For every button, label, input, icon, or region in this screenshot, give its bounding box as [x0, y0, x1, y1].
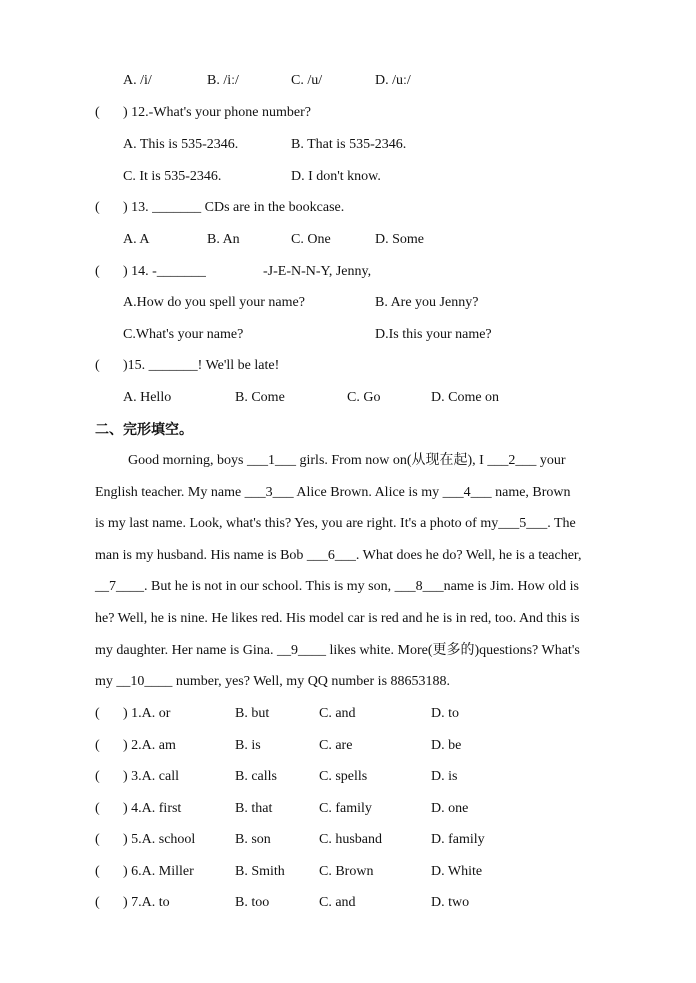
cloze-option-c: C. and [319, 895, 356, 910]
cloze-option-c: C. spells [319, 769, 368, 784]
q11-option-d: D. /uː/ [375, 73, 411, 88]
passage-line-8: my __10____ number, yes? Well, my QQ number is 88653188. [95, 674, 451, 689]
q13-stem: ) 13. _______ CDs are in the bookcase. [123, 200, 345, 215]
cloze-option-d: D. White [431, 864, 483, 879]
cloze-option-c: C. and [319, 706, 356, 721]
q11-option-c: C. /u/ [291, 73, 323, 88]
cloze-option-a: ) 6.A. Miller [123, 864, 194, 879]
cloze-option-b: B. that [235, 801, 273, 816]
cloze-option-b: B. calls [235, 769, 277, 784]
cloze-option-a: ) 3.A. call [123, 769, 179, 784]
cloze-option-d: D. family [431, 832, 485, 847]
cloze-option-b: B. too [235, 895, 270, 910]
q13-option-b: B. An [207, 232, 240, 247]
cloze-paren: ( [95, 864, 100, 879]
cloze-paren: ( [95, 895, 100, 910]
cloze-paren: ( [95, 832, 100, 847]
q14-spelling: -J-E-N-N-Y, Jenny, [263, 264, 372, 279]
q12-paren: ( [95, 105, 100, 120]
passage-line-6: he? Well, he is nine. He likes red. His model car is red and he is in red, too. And this is [95, 611, 580, 626]
cloze-option-d: D. be [431, 738, 462, 753]
passage-line-3: is my last name. Look, what's this? Yes, you are right. It's a photo of my___5___. The [95, 516, 576, 531]
q15-option-c: C. Go [347, 390, 381, 405]
q14-option-d: D.Is this your name? [375, 327, 492, 342]
cloze-option-d: D. one [431, 801, 469, 816]
cloze-option-a: ) 1.A. or [123, 706, 171, 721]
q12-stem: ) 12.-What's your phone number? [123, 105, 311, 120]
q12-option-d: D. I don't know. [291, 169, 381, 184]
cloze-option-a: ) 4.A. first [123, 801, 182, 816]
q15-option-d: D. Come on [431, 390, 500, 405]
passage-line-2: English teacher. My name ___3___ Alice Brown. Alice is my ___4___ name, Brown [95, 485, 571, 500]
q13-option-a: A. A [123, 232, 150, 247]
q12-option-b: B. That is 535-2346. [291, 137, 407, 152]
passage-line-4: man is my husband. His name is Bob ___6___. What does he do? Well, he is a teacher, [95, 548, 582, 563]
q15-option-b: B. Come [235, 390, 285, 405]
q14-stem: ) 14. -_______ [123, 264, 206, 279]
cloze-option-d: D. to [431, 706, 459, 721]
q12-option-c: C. It is 535-2346. [123, 169, 222, 184]
q13-option-d: D. Some [375, 232, 424, 247]
cloze-paren: ( [95, 801, 100, 816]
passage-line-5: __7____. But he is not in our school. This is my son, ___8___name is Jim. How old is [95, 579, 579, 594]
cloze-option-b: B. is [235, 738, 261, 753]
cloze-option-a: ) 5.A. school [123, 832, 196, 847]
q11-option-b: B. /iː/ [207, 73, 239, 88]
cloze-option-c: C. family [319, 801, 372, 816]
section-heading: 二、完形填空。 [95, 422, 193, 438]
passage-line-1: Good morning, boys ___1___ girls. From now on(从现在起), I ___2___ your [128, 453, 566, 468]
q12-option-a: A. This is 535-2346. [123, 137, 239, 152]
q13-option-c: C. One [291, 232, 331, 247]
q15-paren: ( [95, 358, 100, 373]
cloze-option-c: C. Brown [319, 864, 374, 879]
cloze-paren: ( [95, 769, 100, 784]
cloze-option-d: D. two [431, 895, 470, 910]
q15-option-a: A. Hello [123, 390, 172, 405]
cloze-option-c: C. husband [319, 832, 382, 847]
cloze-paren: ( [95, 706, 100, 721]
q13-paren: ( [95, 200, 100, 215]
q14-paren: ( [95, 264, 100, 279]
cloze-option-a: ) 2.A. am [123, 738, 176, 753]
q15-stem: )15. _______! We'll be late! [123, 358, 280, 373]
q14-option-a: A.How do you spell your name? [123, 295, 305, 310]
cloze-paren: ( [95, 738, 100, 753]
q14-option-b: B. Are you Jenny? [375, 295, 479, 310]
q11-option-a: A. /i/ [123, 73, 152, 88]
cloze-option-d: D. is [431, 769, 458, 784]
q14-option-c: C.What's your name? [123, 327, 244, 342]
cloze-option-b: B. Smith [235, 864, 285, 879]
cloze-option-b: B. son [235, 832, 271, 847]
cloze-option-c: C. are [319, 738, 353, 753]
passage-line-7: my daughter. Her name is Gina. __9____ likes white. More(更多的)questions? What's [95, 643, 580, 658]
cloze-option-a: ) 7.A. to [123, 895, 170, 910]
cloze-option-b: B. but [235, 706, 270, 721]
